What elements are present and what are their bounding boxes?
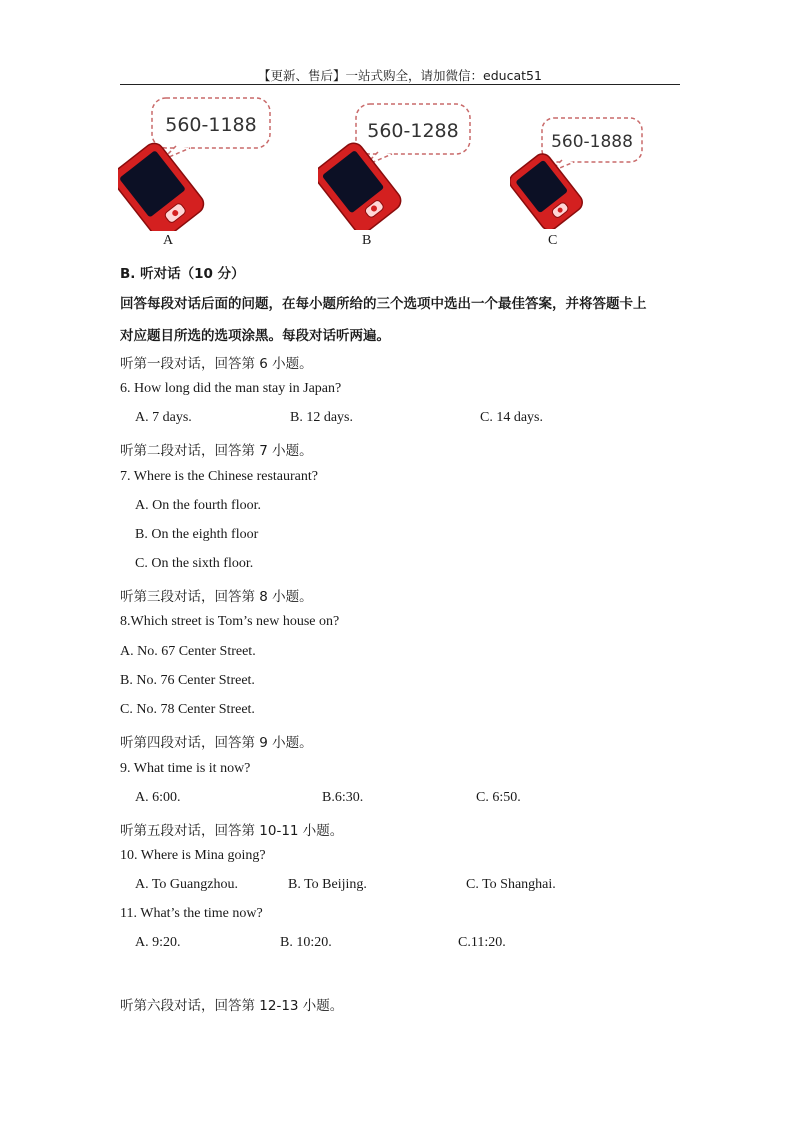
- phone-figure-b: [318, 100, 478, 230]
- figure-label-a: A: [163, 233, 174, 248]
- bubble-number-a: 560-1188: [165, 114, 257, 136]
- q10-option-a: A. To Guangzhou.: [135, 877, 238, 892]
- q9-option-b: B.6:30.: [322, 790, 364, 805]
- phone-icon: [510, 114, 650, 229]
- q11-option-b: B. 10:20.: [280, 935, 332, 950]
- question-11: 11. What’s the time now?: [120, 906, 263, 921]
- q8-option-b: B. No. 76 Center Street.: [120, 673, 255, 688]
- phone-icon: [118, 96, 278, 231]
- q9-option-c: C. 6:50.: [476, 790, 521, 805]
- q6-option-c: C. 14 days.: [480, 410, 543, 425]
- instruction-line-1: 回答每段对话后面的问题，在每小题所给的三个选项中选出一个最佳答案，并将答题卡上: [120, 296, 647, 312]
- q10-option-c: C. To Shanghai.: [466, 877, 556, 892]
- q8-option-c: C. No. 78 Center Street.: [120, 702, 255, 717]
- q8-option-a: A. No. 67 Center Street.: [120, 644, 256, 659]
- phone-figure-c: [510, 114, 650, 229]
- dialog-intro-3: 听第三段对话，回答第 8 小题。: [120, 589, 313, 605]
- figure-label-c: C: [548, 233, 558, 248]
- q7-option-c: C. On the sixth floor.: [135, 556, 254, 571]
- dialog-intro-1: 听第一段对话，回答第 6 小题。: [120, 356, 313, 372]
- question-9: 9. What time is it now?: [120, 761, 251, 776]
- q7-option-b: B. On the eighth floor: [135, 527, 259, 542]
- q11-option-c: C.11:20.: [458, 935, 506, 950]
- question-6: 6. How long did the man stay in Japan?: [120, 381, 342, 396]
- section-title: B. 听对话（10 分）: [120, 266, 245, 282]
- question-10: 10. Where is Mina going?: [120, 848, 266, 863]
- q7-option-a: A. On the fourth floor.: [135, 498, 261, 513]
- instruction-line-2: 对应题目所选的选项涂黑。每段对话听两遍。: [120, 328, 390, 344]
- bubble-number-b: 560-1288: [367, 120, 459, 142]
- page-header: 【更新、售后】一站式购全，请加微信：educat51: [120, 66, 680, 85]
- question-8: 8.Which street is Tom’s new house on?: [120, 614, 340, 629]
- dialog-intro-2: 听第二段对话，回答第 7 小题。: [120, 443, 313, 459]
- figure-label-b: B: [362, 233, 372, 248]
- bubble-number-c: 560-1888: [551, 132, 633, 152]
- q10-option-b: B. To Beijing.: [288, 877, 367, 892]
- question-7: 7. Where is the Chinese restaurant?: [120, 469, 319, 484]
- dialog-intro-5: 听第五段对话，回答第 10-11 小题。: [120, 823, 344, 839]
- q9-option-a: A. 6:00.: [135, 790, 181, 805]
- q11-option-a: A. 9:20.: [135, 935, 181, 950]
- q6-option-a: A. 7 days.: [135, 410, 192, 425]
- phone-figure-a: [118, 96, 278, 231]
- q6-option-b: B. 12 days.: [290, 410, 353, 425]
- dialog-intro-4: 听第四段对话，回答第 9 小题。: [120, 735, 313, 751]
- phone-icon: [318, 100, 478, 230]
- dialog-intro-6: 听第六段对话，回答第 12-13 小题。: [120, 998, 344, 1014]
